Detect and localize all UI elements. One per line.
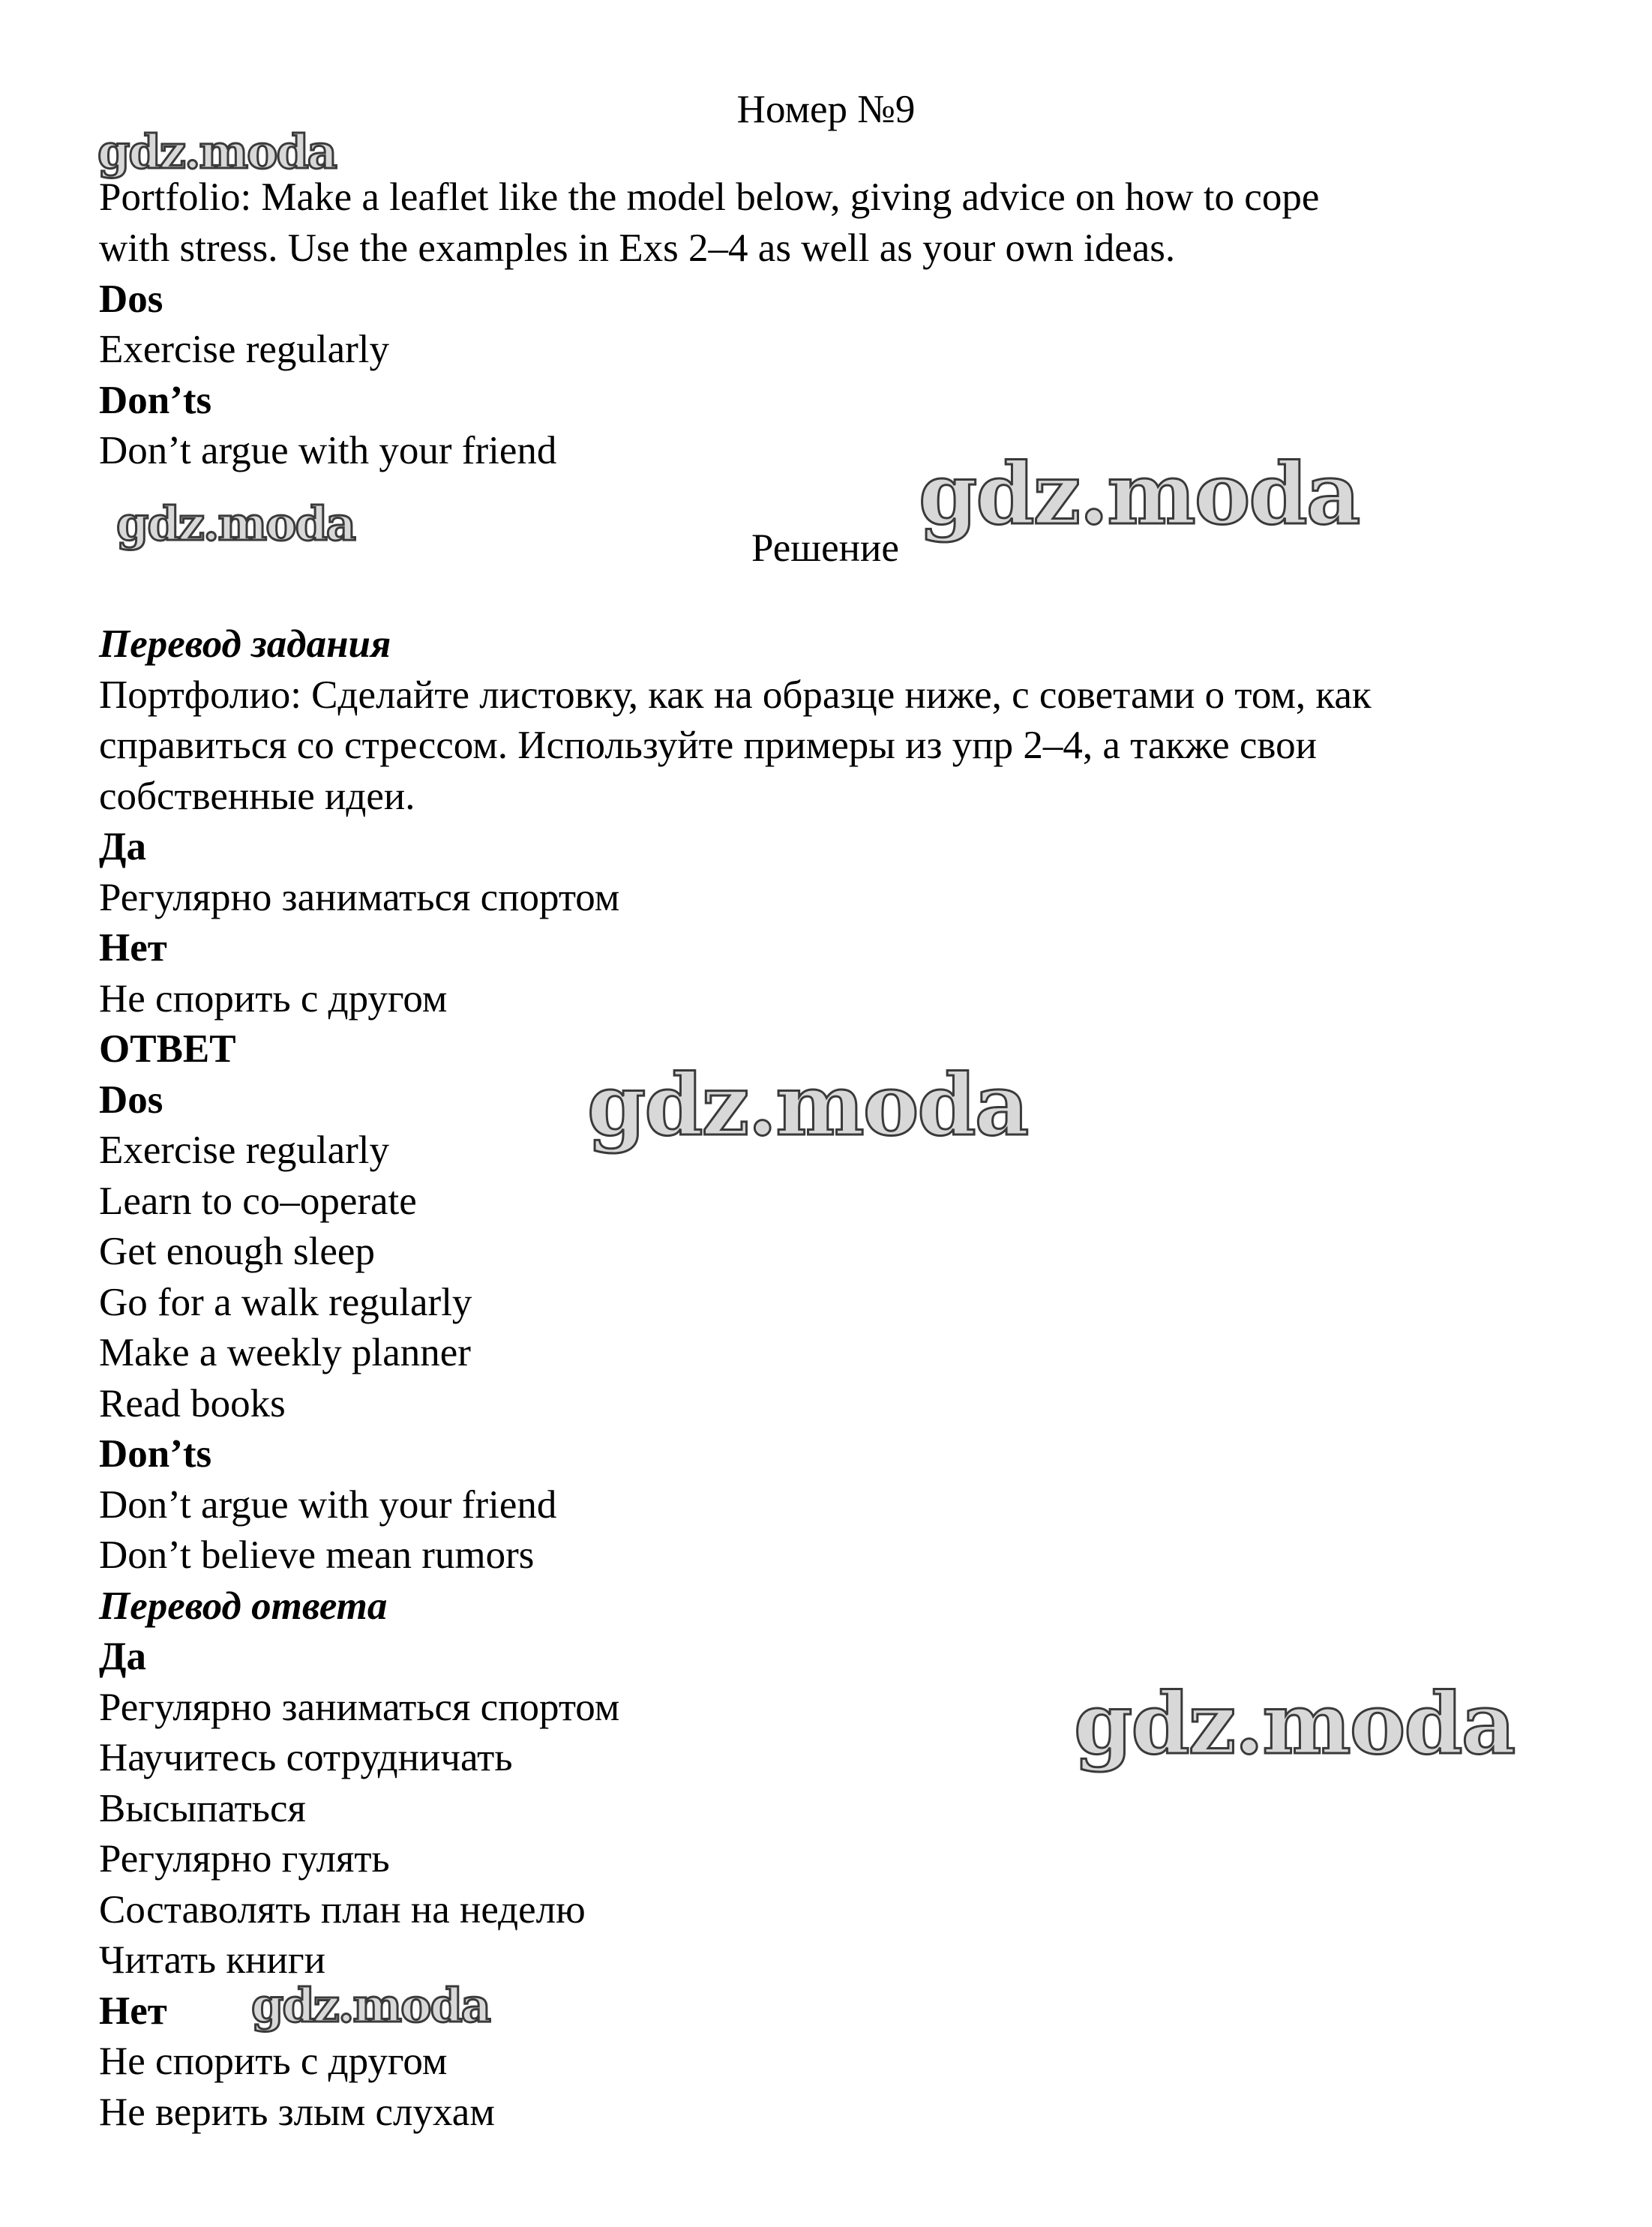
donts-heading: Don’ts xyxy=(99,379,212,422)
translation-text-line: собственные идеи. xyxy=(99,775,415,818)
yes-item: Регулярно заниматься спортом xyxy=(99,876,620,919)
answer-dos-item: Learn to co–operate xyxy=(99,1179,417,1223)
answer-heading: ОТВЕТ xyxy=(99,1027,236,1071)
answer-dos-item: Get enough sleep xyxy=(99,1230,375,1273)
answer-yes-item: Составолять план на неделю xyxy=(99,1888,586,1932)
no-item: Не спорить с другом xyxy=(99,977,448,1021)
donts-item: Don’t argue with your friend xyxy=(99,429,557,472)
answer-yes-item: Регулярно заниматься спортом xyxy=(99,1686,620,1729)
answer-no-item: Не спорить с другом xyxy=(99,2040,448,2083)
answer-yes-item: Научитесь сотрудничать xyxy=(99,1736,513,1779)
watermark: gdz.moda xyxy=(919,445,1360,544)
answer-donts-heading: Don’ts xyxy=(99,1432,212,1476)
page-title: Номер №9 xyxy=(736,88,916,131)
answer-no-item: Не верить злым слухам xyxy=(99,2091,495,2134)
watermark: gdz.moda xyxy=(97,124,336,179)
answer-yes-item: Регулярно гулять xyxy=(99,1837,390,1881)
dos-item: Exercise regularly xyxy=(99,328,389,371)
answer-dos-item: Make a weekly planner xyxy=(99,1331,471,1374)
solution-label: Решение xyxy=(751,526,899,570)
watermark: gdz.moda xyxy=(587,1057,1028,1155)
watermark: gdz.moda xyxy=(251,1978,490,2033)
translation-text-line: Портфолио: Сделайте листовку, как на образце ниже, с советами о том, как xyxy=(99,673,1372,717)
task-translation-heading: Перевод задания xyxy=(99,622,391,666)
translation-text-line: справиться со стрессом. Используйте примеры из упр 2–4, а также свои xyxy=(99,724,1317,767)
task-text-line: Portfolio: Make a leaflet like the model below, giving advice on how to cope xyxy=(99,175,1320,219)
task-text-line: with stress. Use the examples in Exs 2–4 as well as your own ideas. xyxy=(99,226,1176,270)
answer-yes-item: Читать книги xyxy=(99,1938,325,1982)
no-heading: Нет xyxy=(99,926,167,970)
watermark: gdz.moda xyxy=(116,496,355,551)
answer-dos-heading: Dos xyxy=(99,1078,163,1122)
answer-dos-item: Go for a walk regularly xyxy=(99,1281,472,1324)
answer-yes-heading: Да xyxy=(99,1635,146,1678)
answer-donts-item: Don’t believe mean rumors xyxy=(99,1533,535,1577)
answer-yes-item: Высыпаться xyxy=(99,1787,306,1830)
answer-donts-item: Don’t argue with your friend xyxy=(99,1483,557,1527)
answer-translation-heading: Перевод ответа xyxy=(99,1584,388,1628)
dos-heading: Dos xyxy=(99,277,163,321)
answer-dos-item: Exercise regularly xyxy=(99,1128,389,1172)
answer-dos-item: Read books xyxy=(99,1382,286,1425)
watermark: gdz.moda xyxy=(1074,1675,1515,1773)
answer-no-heading: Нет xyxy=(99,1989,167,2033)
yes-heading: Да xyxy=(99,825,146,868)
